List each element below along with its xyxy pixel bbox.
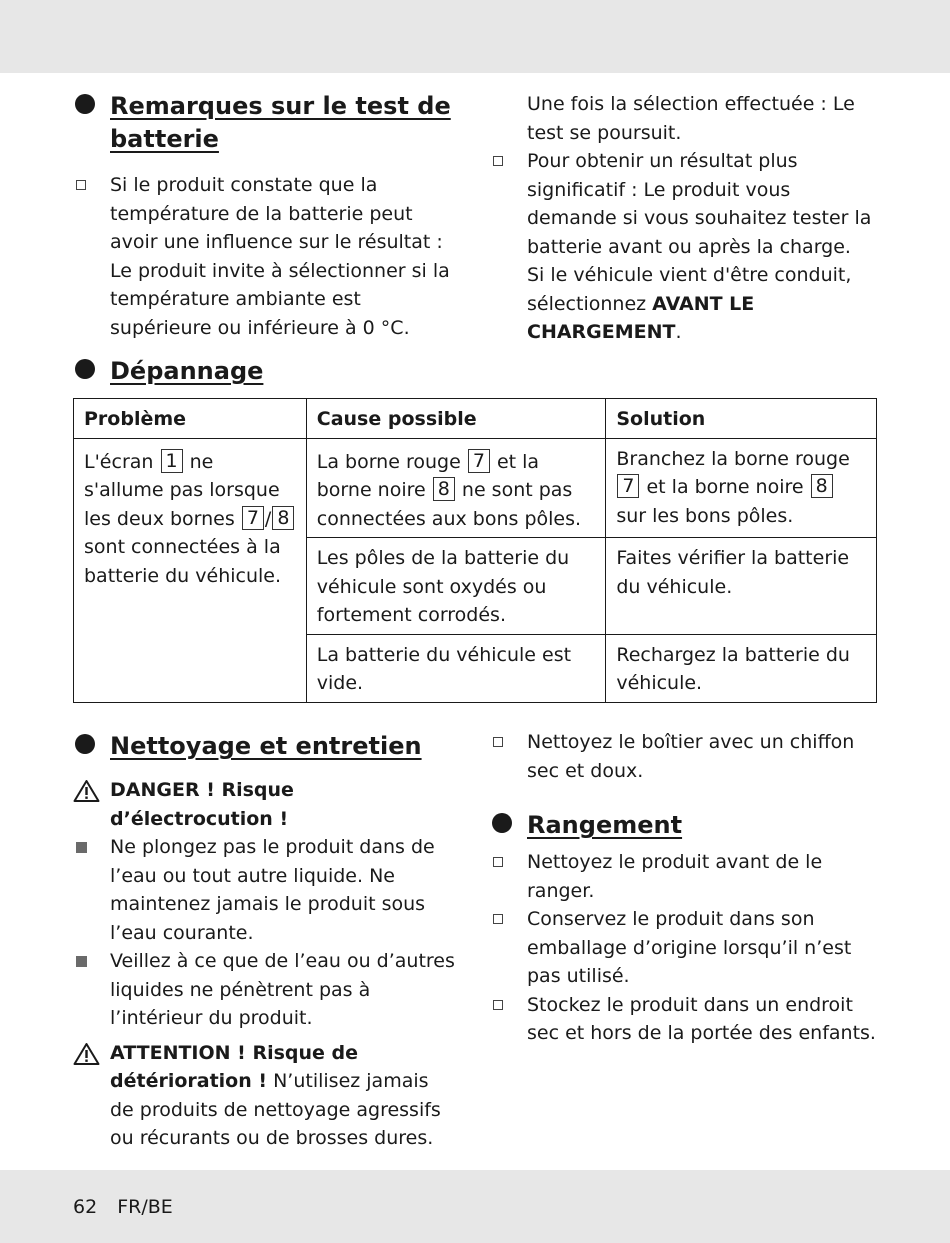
battery-test-item-1-continued: Une fois la sélection effectuée : Le test se poursuit. <box>527 93 855 144</box>
page-number: 62 <box>73 1196 98 1218</box>
cause-cell: Les pôles de la batterie du véhicule sont oxydés ou fortement corrodés. <box>306 538 606 635</box>
header-band <box>0 0 950 73</box>
battery-test-section <box>73 90 453 342</box>
cleaning-item-3: Nettoyez le boîtier avec un chiffon sec et doux. <box>490 728 880 785</box>
list-item: Nettoyez le produit avant de le ranger. <box>490 848 880 905</box>
solution-cell: Rechargez la batterie du véhicule. <box>606 634 877 702</box>
battery-test-item-2: Pour obtenir un résultat plus significatif : Le produit vous demande si vous souhaitez tester la batterie avant ou après la charge. Si le véhicule vient d'être conduit, sélectionnez AVANT LE CHARGEMENT. <box>490 147 880 347</box>
checkbox-bullet-icon <box>493 1000 503 1010</box>
cleaning-continued <box>490 728 880 1048</box>
header-problem: Problème <box>74 399 307 439</box>
danger-warning: DANGER ! Risque d’électrocution ! <box>73 776 458 833</box>
locale-label: FR/BE <box>117 1196 173 1218</box>
cause-cell: La batterie du véhicule est vide. <box>306 634 606 702</box>
solution-cell: Branchez la borne rouge 7 et la borne noire 8 sur les bons pôles. <box>606 438 877 538</box>
battery-test-continued <box>490 90 880 347</box>
checkbox-bullet-icon <box>493 737 503 747</box>
troubleshooting-heading <box>73 355 473 388</box>
ref-number: 8 <box>811 474 833 498</box>
troubleshooting-title: Dépannage <box>110 357 264 385</box>
cleaning-section <box>73 730 458 1153</box>
checkbox-bullet-icon <box>493 914 503 924</box>
cleaning-title: Nettoyage et entretien <box>110 732 422 760</box>
page-footer <box>73 1193 173 1221</box>
ref-number: 8 <box>272 506 294 530</box>
ref-number: 7 <box>468 449 490 473</box>
cleaning-heading <box>73 730 458 763</box>
troubleshooting-table <box>73 398 877 703</box>
battery-test-heading <box>73 90 453 156</box>
battery-test-title: Remarques sur le test de batterie <box>110 92 451 153</box>
solution-cell: Faites vérifier la batterie du véhicule. <box>606 538 877 635</box>
bullet-dot-icon <box>75 94 95 114</box>
ref-number: 7 <box>242 506 264 530</box>
table-header-row <box>74 399 877 439</box>
attention-warning: ATTENTION ! Risque de détérioration ! N’utilisez jamais de produits de nettoyage agressifs ou récurants ou de brosses dures. <box>73 1039 458 1153</box>
avant-le-chargement: AVANT LE CHARGEMENT <box>527 292 755 343</box>
bullet-dot-icon <box>492 813 512 833</box>
warning-triangle-icon <box>73 779 100 803</box>
ref-number: 1 <box>161 449 183 473</box>
list-item: Conservez le produit dans son emballage d’origine lorsqu’il n’est pas utilisé. <box>490 905 880 991</box>
checkbox-bullet-icon <box>493 857 503 867</box>
cleaning-bullet-1: Ne plongez pas le produit dans de l’eau ou tout autre liquide. Ne maintenez jamais le produit sous l’eau courante. <box>73 833 458 947</box>
storage-heading <box>490 809 880 842</box>
square-bullet-icon <box>76 956 87 967</box>
square-bullet-icon <box>76 842 87 853</box>
storage-list <box>490 848 880 1048</box>
cause-cell: La borne rouge 7 et la borne noire 8 ne sont pas connectées aux bons pôles. <box>306 438 606 538</box>
table-row <box>74 438 877 538</box>
checkbox-bullet-icon <box>76 180 86 190</box>
bullet-dot-icon <box>75 359 95 379</box>
list-item: Stockez le produit dans un endroit sec et hors de la portée des enfants. <box>490 991 880 1048</box>
battery-test-item-1: Si le produit constate que la température de la batterie peut avoir une influence sur le résultat : Le produit invite à sélectionner si la température ambiante est supérieure ou inférieure à 0 °C. <box>73 171 453 342</box>
ref-number: 8 <box>433 477 455 501</box>
warning-triangle-icon <box>73 1042 100 1066</box>
checkbox-bullet-icon <box>493 156 503 166</box>
storage-title: Rangement <box>527 811 683 839</box>
bullet-dot-icon <box>75 734 95 754</box>
header-solution: Solution <box>606 399 877 439</box>
problem-cell: L'écran 1 ne s'allume pas lorsque les deux bornes 7 / 8 sont connectées à la batterie du véhicule. <box>74 438 307 702</box>
ref-number: 7 <box>617 474 639 498</box>
troubleshooting-section <box>73 355 473 388</box>
cleaning-bullet-2: Veillez à ce que de l’eau ou d’autres liquides ne pénètrent pas à l’intérieur du produit. <box>73 947 458 1033</box>
header-cause: Cause possible <box>306 399 606 439</box>
